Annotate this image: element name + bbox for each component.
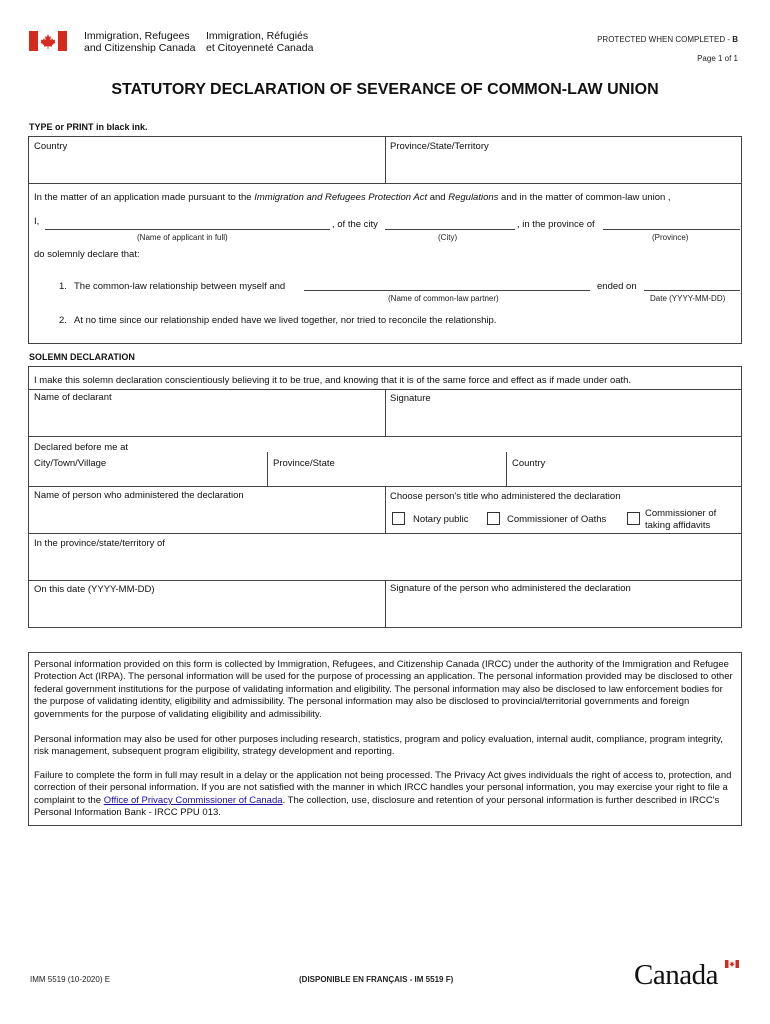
country-label: Country xyxy=(34,141,68,152)
canada-flag-icon xyxy=(29,31,67,51)
protected-prefix: PROTECTED WHEN COMPLETED - xyxy=(597,35,733,44)
matter-pre: In the matter of an application made pursuant to the xyxy=(34,192,255,203)
page-title: STATUTORY DECLARATION OF SEVERANCE OF COMMON-LAW UNION xyxy=(111,81,659,98)
commissioner-affidavits-line2: taking affidavits xyxy=(645,520,711,531)
declared-country-input[interactable] xyxy=(509,470,740,485)
ink-instruction: TYPE or PRINT in black ink. xyxy=(29,122,148,132)
administrator-name-label: Name of person who administered the declaration xyxy=(34,490,244,501)
declarant-signature-label: Signature xyxy=(390,393,431,404)
city-town-input[interactable] xyxy=(30,470,264,485)
department-name-fr-line1: Immigration, Réfugiés xyxy=(206,30,309,42)
declarant-name-label: Name of declarant xyxy=(34,392,112,403)
of-city-label: , of the city xyxy=(332,219,378,230)
i-label: I, xyxy=(34,216,40,227)
admin-signature-label: Signature of the person who administered the declaration xyxy=(390,583,631,594)
province-input[interactable] xyxy=(388,154,740,181)
commissioner-oaths-label: Commissioner of Oaths xyxy=(507,514,607,525)
department-name-fr-line2: et Citoyenneté Canada xyxy=(206,42,314,54)
end-date-caption: Date (YYYY-MM-DD) xyxy=(650,294,726,303)
ended-on-label: ended on xyxy=(597,281,637,292)
applicant-name-input[interactable] xyxy=(45,229,330,230)
declarant-name-input[interactable] xyxy=(30,405,382,434)
city-caption: (City) xyxy=(438,233,458,242)
admin-signature-field[interactable] xyxy=(388,597,740,625)
declare-text: do solemnly declare that: xyxy=(34,249,140,260)
solemn-heading: SOLEMN DECLARATION xyxy=(29,352,135,362)
province-state-input[interactable] xyxy=(270,470,503,485)
matter-mid: and xyxy=(427,192,449,203)
french-availability-note: (DISPONIBLE EN FRANÇAIS - IM 5519 F) xyxy=(299,975,454,984)
item2-text: At no time since our relationship ended have we lived together, nor tried to reconcile the relationship. xyxy=(74,315,497,326)
department-name-en-line2: and Citizenship Canada xyxy=(84,42,196,54)
in-province-state-input[interactable] xyxy=(30,551,738,578)
protected-level: B xyxy=(732,35,738,44)
canada-wordmark xyxy=(634,959,744,993)
country-input[interactable] xyxy=(30,154,382,181)
commissioner-affidavits-line1: Commissioner of xyxy=(645,508,717,519)
privacy-paragraph-1: Personal information provided on this form is collected by Immigration, Refugees, and Citizenship Canada (IRCC) under the authority of the Immigration and Refugee Protection Act (IRPA). The personal information will be used for the purpose of processing an application. The personal information provided may be disclosed to other federal government institutions for the purpose of validating information and eligibility. The personal information may also be disclosed to law enforcement bodies for the purpose of validating identity, eligibility and admissibility. The personal information may also be disclosed to provincial/territorial governments and foreign governments for the purpose of validating eligibility and admissibility. xyxy=(34,659,733,720)
choose-title-label: Choose person's title who administered the declaration xyxy=(390,491,621,502)
notary-public-label: Notary public xyxy=(413,514,469,525)
applicant-name-caption: (Name of applicant in full) xyxy=(137,233,228,242)
province-of-input[interactable] xyxy=(603,229,740,230)
privacy-paragraph-2: Personal information may also be used for other purposes including research, statistics, program and policy evaluation, internal audit, compliance, program integrity, risk management, subsequent program eligibility, strategy development and reporting. xyxy=(34,734,723,758)
commissioner-oaths-checkbox[interactable] xyxy=(487,512,500,525)
item2-number: 2. xyxy=(59,315,67,326)
partner-name-input[interactable] xyxy=(304,290,590,291)
notary-public-checkbox[interactable] xyxy=(392,512,405,525)
canada-wordmark-text: Canada xyxy=(634,959,718,991)
regulations-name: Regulations xyxy=(448,192,499,203)
act-name: Immigration and Refugees Protection Act xyxy=(254,192,428,203)
city-input[interactable] xyxy=(385,229,515,230)
partner-name-caption: (Name of common-law partner) xyxy=(388,294,499,303)
in-province-state-label: In the province/state/territory of xyxy=(34,538,165,549)
declared-before-label: Declared before me at xyxy=(34,442,128,453)
in-province-label: , in the province of xyxy=(517,219,595,230)
administrator-name-input[interactable] xyxy=(30,503,382,531)
end-date-input[interactable] xyxy=(644,290,740,291)
commissioner-affidavits-checkbox[interactable] xyxy=(627,512,640,525)
solemn-statement: I make this solemn declaration conscientiously believing it to be true, and knowing that it is of the same force and effect as if made under oath. xyxy=(34,375,632,386)
item1-number: 1. xyxy=(59,281,67,292)
city-town-label: City/Town/Village xyxy=(34,458,107,469)
province-label: Province/State/Territory xyxy=(390,141,489,152)
commissioner-affidavits-label xyxy=(645,508,716,532)
declared-country-label: Country xyxy=(512,458,546,469)
privacy-paragraph-3-post: . The collection, use, disclosure and retention of your personal information is further described in IRCC's Personal Information Bank - IRCC PPU 013. xyxy=(34,794,720,819)
page-number: Page 1 of 1 xyxy=(697,54,738,63)
province-caption: (Province) xyxy=(652,233,689,242)
department-name-en xyxy=(84,30,196,54)
privacy-paragraph-3-pre: Failure to complete the form in full may result in a delay or the application not being processed. The Privacy Act gives individuals the right of access to, protection, and correction of their personal information. If you are not satisfied with the manner in which IRCC handles your personal information, you may exercise your right to file a complaint to the xyxy=(34,770,732,806)
privacy-paragraph-3 xyxy=(34,770,738,820)
department-name-fr xyxy=(206,30,313,54)
declarant-signature-field[interactable] xyxy=(388,406,740,434)
privacy-commissioner-link[interactable]: Office of Privacy Commissioner of Canada xyxy=(103,794,283,806)
protected-label xyxy=(597,35,738,44)
on-date-label: On this date (YYYY-MM-DD) xyxy=(34,584,155,595)
matter-statement xyxy=(34,192,739,204)
province-state-label: Province/State xyxy=(273,458,335,469)
on-date-input[interactable] xyxy=(30,597,382,625)
department-name-en-line1: Immigration, Refugees xyxy=(84,30,190,42)
matter-post: and in the matter of common-law union , xyxy=(498,192,671,203)
form-code: IMM 5519 (10-2020) E xyxy=(30,975,111,984)
item1-text: The common-law relationship between myself and xyxy=(74,281,286,292)
wordmark-flag-icon xyxy=(725,960,739,968)
